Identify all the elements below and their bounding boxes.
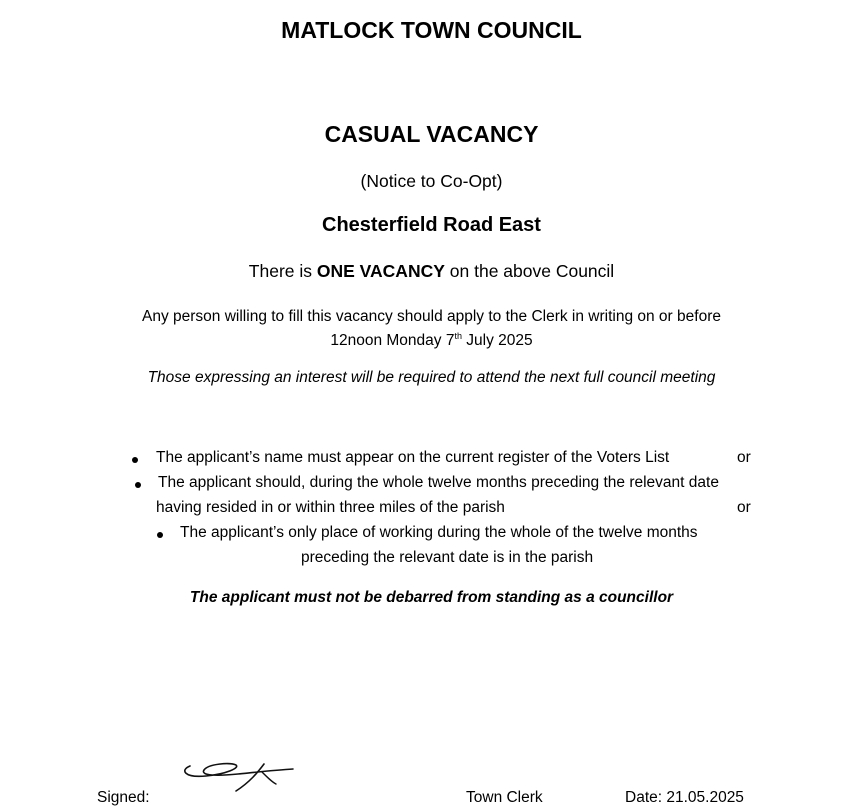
deadline-end: July 2025 [461, 332, 533, 349]
bullet-2 [135, 482, 141, 488]
signatory-role: Town Clerk [466, 789, 543, 806]
application-deadline [0, 329, 863, 353]
condition-1-connector: or [737, 449, 751, 466]
condition-2-connector: or [737, 499, 751, 516]
council-title: MATLOCK TOWN COUNCIL [281, 17, 582, 43]
bullet-1 [132, 457, 138, 463]
vacancy-statement [0, 261, 863, 282]
councillor-requirement: The applicant must not be debarred from standing as a councillor [189, 589, 674, 606]
vacancy-suffix: on the above Council [444, 261, 615, 281]
notice-heading: CASUAL VACANCY [324, 121, 539, 147]
condition-3-line-2: preceding the relevant date is in the parish [301, 549, 594, 566]
application-line-1: Any person willing to fill this vacancy should apply to the Clerk in writing on or before [142, 308, 721, 325]
signed-label: Signed: [97, 789, 150, 806]
condition-1-line-1: The applicant’s name must appear on the current register of the Voters List [156, 449, 670, 466]
condition-3-line-1: The applicant’s only place of working during the whole of the twelve months [180, 524, 698, 541]
interest-note: Those expressing an interest will be required to attend the next full council meeting [147, 369, 716, 386]
notice-date: Date: 21.05.2025 [625, 789, 744, 806]
signature-image [178, 758, 298, 796]
vacancy-prefix: There is [248, 261, 317, 281]
bullet-3 [157, 532, 163, 538]
condition-2-line-2: having resided in or within three miles of the parish [156, 499, 505, 516]
condition-2-line-1: The applicant should, during the whole twelve months preceding the relevant date [158, 474, 719, 491]
vacancy-count: ONE VACANCY [316, 261, 445, 281]
application-instructions [0, 305, 863, 353]
ward-name: Chesterfield Road East [322, 214, 541, 236]
deadline-ordinal: th [454, 331, 462, 341]
notice-subheading: (Notice to Co-Opt) [360, 171, 503, 191]
deadline-start: 12noon Monday 7 [330, 332, 455, 349]
